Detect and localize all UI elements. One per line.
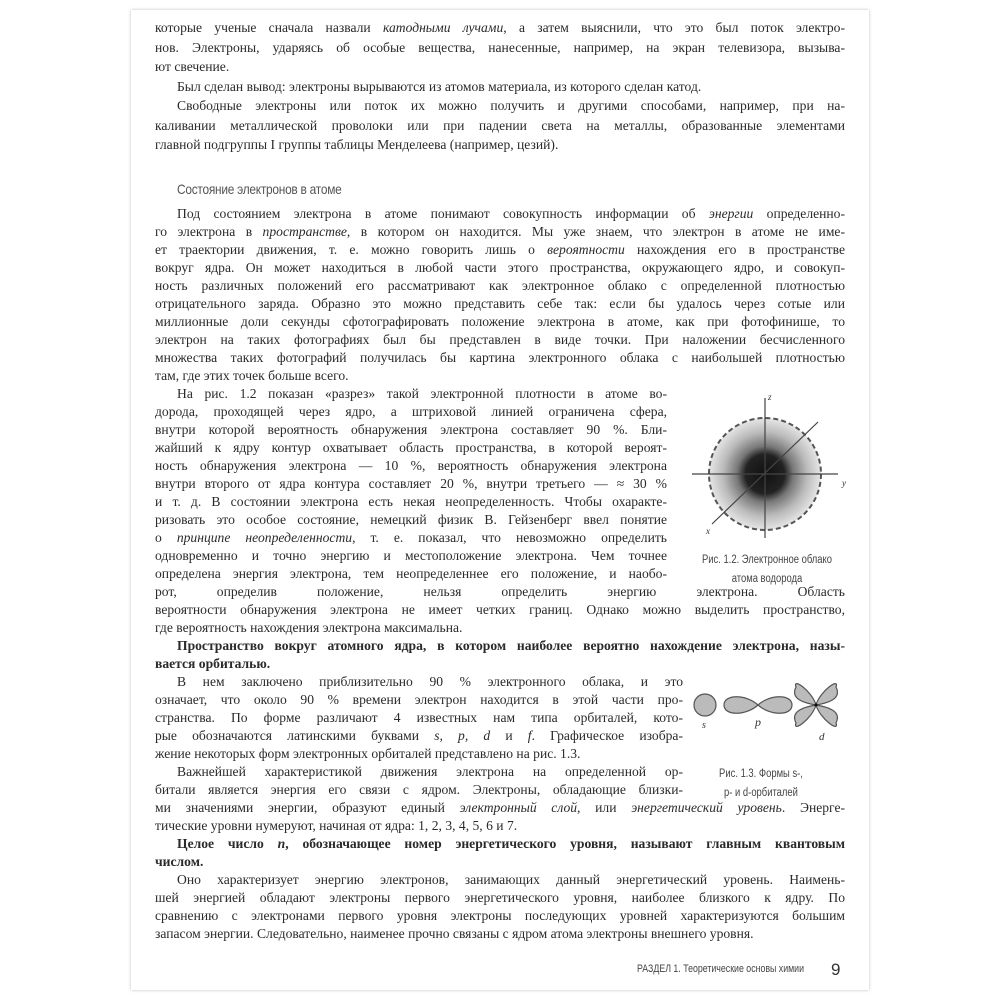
emphasized-term: n	[277, 835, 286, 851]
text-line: числом.	[155, 853, 204, 869]
text-line: жайший к ядру контур охватывает область пространства, в которой вероят-	[155, 439, 667, 455]
text-line: электрон на таких фотографиях был бы представлен в виде точки. При наложении бесчисленного	[155, 331, 845, 347]
emphasized-term: пространстве	[262, 223, 347, 239]
text-line: сравнению с электронами первого уровня электроны последующих уровней характеризуются большим	[155, 907, 845, 923]
text-line: ность обнаружения электрона — 10 %, вероятность обнаружения электрона	[155, 457, 667, 473]
emphasized-term: энергии	[708, 205, 754, 221]
text-run: , т. е. показал, что невозможно определить	[352, 529, 667, 545]
figure-1-3-caption	[708, 765, 815, 803]
caption-line: Рис. 1.3. Формы s-,	[719, 768, 803, 780]
paragraph-cathode-rays	[155, 18, 845, 77]
caption-line: Рис. 1.2. Электронное облако	[701, 554, 833, 566]
text-line: вокруг ядра. Он может находиться в любой части этого пространства, окружающего ядро, и совокуп-	[155, 259, 845, 275]
text-line: рот, определив положение, нельзя определить энергию электрона. Область	[155, 583, 845, 599]
text-run: которые ученые сначала назвали	[155, 20, 383, 35]
text-line: запасом энергии. Следовательно, наименее прочно связаны с ядром атома электроны внешнего уровня.	[155, 925, 754, 941]
text-run: Под состоянием электрона в атоме понимают совокупность информации об	[177, 205, 709, 221]
paragraph-energy-comparison	[155, 871, 845, 943]
d-orbital-shape	[795, 684, 838, 727]
text-run: го электрона в	[155, 223, 263, 239]
text-line: каливании металлической проволоки или при падении света на металлы, образованные элементами	[155, 117, 845, 133]
text-run: . Энерге-	[781, 799, 846, 815]
caption-line: p- и d-орбиталей	[724, 787, 798, 799]
text-line: вается орбиталью.	[155, 655, 271, 671]
text-line: Важнейшей характеристикой движения электрона на определенной ор-	[177, 763, 683, 779]
d-label: d	[819, 731, 825, 743]
section-heading: Состояние электронов в атоме	[177, 180, 342, 197]
text-line: вероятности обнаружения электрона не имеет четких границ. Однако можно выделить пространство,	[155, 601, 845, 617]
emphasized-term: энергетический уровень	[631, 799, 782, 815]
text-run: определенно-	[753, 205, 846, 221]
text-line	[155, 835, 845, 853]
text-line: там, где этих точек больше всего.	[155, 367, 349, 383]
text-run: . Графическое изобра-	[531, 727, 683, 743]
text-run: , обозначающее номер энергетического уровня, называют главным квантовым	[285, 835, 845, 851]
text-run: , или	[577, 799, 632, 815]
book-page	[131, 10, 869, 990]
text-line: На рис. 1.2 показан «разрез» такой электронной плотности в атоме во-	[177, 385, 667, 401]
text-line: внутри которой вероятность обнаружения электрона составляет 90 %. Бли-	[155, 421, 667, 437]
text-run: нахождения его в пространстве	[624, 241, 845, 257]
text-line: ность различных положений его рассматривают как электронное облако с определенной плотностью	[155, 277, 845, 293]
text-line: Пространство вокруг атомного ядра, в котором наиболее вероятно нахождение электрона, назы-	[177, 637, 845, 653]
text-line	[155, 223, 845, 241]
page-number: 9	[831, 960, 841, 979]
text-run: о	[155, 529, 177, 545]
text-line: одновременно и точно энергию и местоположение электрона. Чем точнее	[155, 547, 667, 563]
text-line: дорода, проходящей через ядро, а штриховой линией ограничена сфера,	[155, 403, 667, 419]
text-line: Оно характеризует энергию электронов, занимающих данный энергетический уровень. Наимень-	[177, 871, 845, 887]
text-line	[155, 205, 845, 223]
definition-principal-quantum-number	[155, 835, 845, 871]
text-line: Свободные электроны или поток их можно получить и другими способами, например, при на-	[177, 98, 845, 113]
text-run: , в котором он находится. Мы уже знаем, что электрон в атоме не име-	[346, 223, 845, 239]
text-run: , а затем выяснили, что это был поток электро-	[503, 20, 846, 35]
figure-1-2-caption	[689, 551, 845, 589]
emphasized-term: s, p, d	[434, 727, 491, 743]
p-orbital-shape	[724, 697, 792, 714]
emphasized-term: вероятности	[547, 241, 625, 257]
text-line: ризовать это особое состояние, немецкий физик В. Гейзенберг ввел понятие	[155, 511, 667, 527]
text-run: ми значениями энергии, образуют единый	[155, 799, 460, 815]
orbital-shapes-diagram	[686, 670, 876, 750]
electron-cloud-diagram	[682, 388, 872, 548]
text-line	[155, 241, 845, 259]
x-axis-label: x	[706, 526, 710, 536]
definition-orbital	[155, 637, 845, 673]
text-line: Был сделан вывод: электроны вырываются из атомов материала, из которого сделан катод.	[177, 78, 702, 94]
text-run: Целое число	[177, 835, 278, 851]
z-axis-label: z	[768, 392, 772, 402]
figure-orbital-shapes	[686, 670, 876, 800]
text-line	[155, 18, 845, 38]
text-line: определена энергия электрона, тем неопределеннее его положение, и наобо-	[155, 565, 667, 581]
text-run: ет траектории движения, т. е. можно говорить лишь о	[155, 241, 548, 257]
emphasized-term: принципе неопределенности	[176, 529, 353, 545]
paragraph-free-electrons	[155, 96, 845, 155]
caption-line: атома водорода	[731, 573, 803, 585]
emphasized-term: f	[527, 727, 532, 743]
text-line: битали является энергия его связи с ядром. Электроны, обладающие близки-	[155, 781, 683, 797]
text-line: внутри второго от ядра контура составляет 20 %, внутри третьего — ≈ 30 %	[155, 475, 667, 491]
text-line: странства. По форме различают 4 известных нам типа орбиталей, кото-	[155, 709, 683, 725]
emphasized-term: катодными лучами	[382, 20, 504, 35]
text-line: нов. Электроны, ударяясь об особые вещества, нанесенные, например, на экран телевизора, вызыва-	[155, 39, 845, 55]
text-line: означает, что около 90 % времени электрон находится в этой части про-	[155, 691, 683, 707]
text-line: жение некоторых форм электронных орбиталей представлено на рис. 1.3.	[155, 745, 581, 761]
paragraph-electron-state	[155, 205, 845, 385]
text-line: В нем заключено приблизительно 90 % электронного облака, и это	[177, 673, 683, 689]
s-label: s	[702, 720, 706, 731]
p-label: p	[755, 715, 761, 729]
text-line: отрицательного заряда. Образно это можно представить себе так: если бы удалось через сотые или	[155, 295, 845, 311]
paragraph-conclusion	[155, 77, 845, 97]
text-line: ют свечение.	[155, 59, 230, 74]
text-line: множества таких фотографий получилась бы картина электронного облака с наибольшей плотностью	[155, 349, 845, 365]
figure-electron-cloud	[682, 388, 872, 588]
text-line: тические уровни нумеруют, начиная от ядра: 1, 2, 3, 4, 5, 6 и 7.	[155, 817, 518, 833]
text-line: где вероятность нахождения электрона максимальна.	[155, 619, 463, 635]
text-line: главной подгруппы I группы таблицы Менделеева (например, цезий).	[155, 137, 559, 152]
text-line: шей энергией обладают электроны первого энергетического уровня, наиболее близкого к ядру. По	[155, 889, 845, 905]
text-run: рые обозначаются латинскими буквами	[155, 727, 435, 743]
text-line: миллионные доли секунды сфотографировать положение электрона в атоме, как при фотофинише, то	[155, 313, 845, 329]
running-footer-section: РАЗДЕЛ 1. Теоретические основы химии	[637, 963, 804, 975]
emphasized-term: электронный слой	[459, 799, 578, 815]
y-axis-label: y	[842, 478, 846, 488]
text-line: и т. д. В состоянии электрона есть некая неопределенность. Чтобы охаракте-	[155, 493, 667, 509]
text-run: и	[490, 727, 528, 743]
s-orbital-shape	[694, 694, 716, 716]
